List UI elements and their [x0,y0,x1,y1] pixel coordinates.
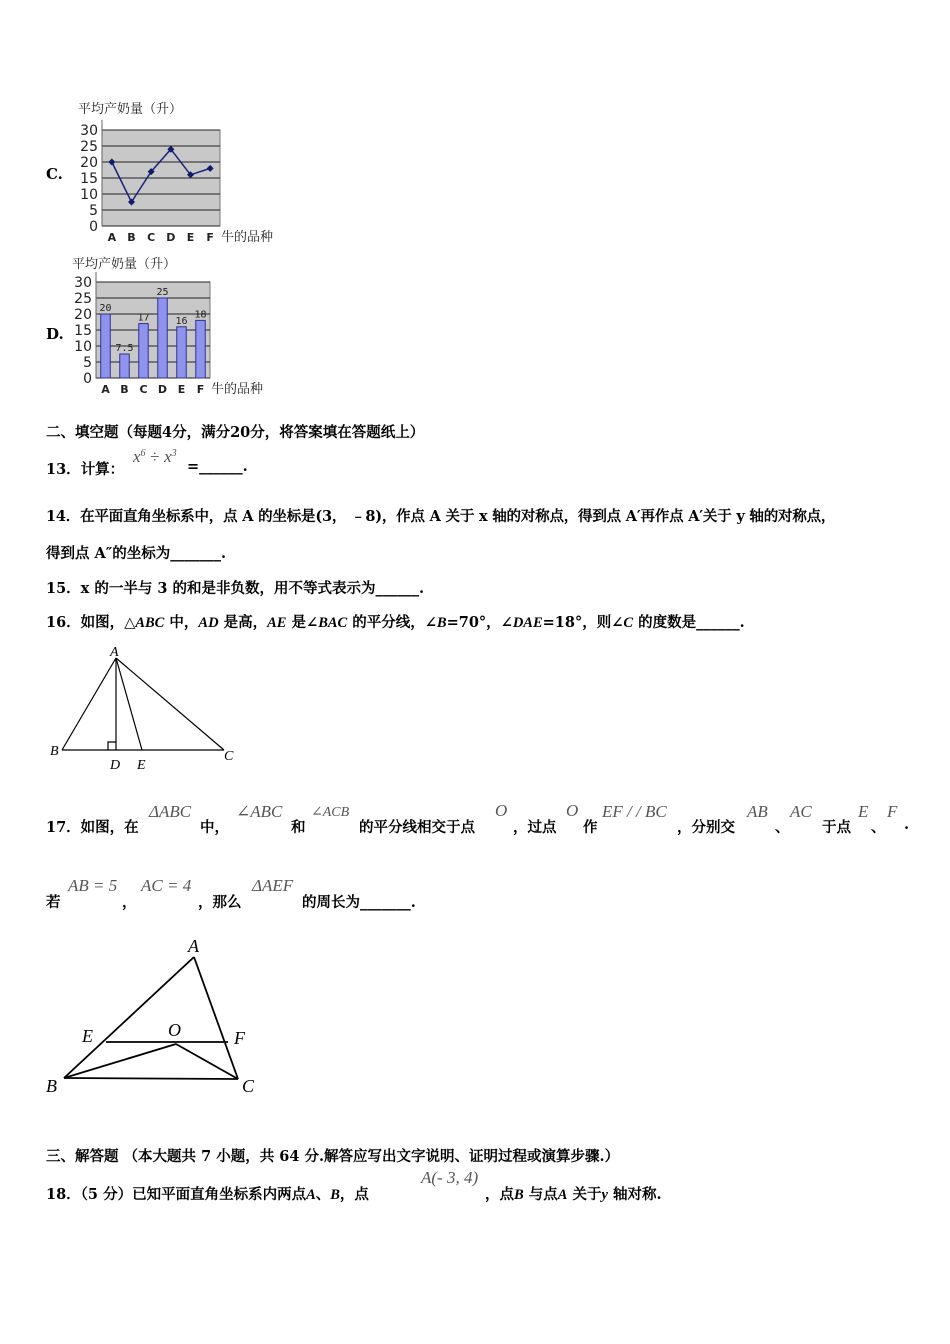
q16-text: 是高， [218,614,268,631]
bar [177,327,187,378]
q16-side-ac [116,658,224,750]
q18-text: 、 [315,1186,331,1203]
bar-y-tick-label: 5 [83,355,92,371]
option-d-bar-chart [70,254,280,396]
q16-text: 的度数是______. [633,614,745,631]
q16-label-c: C [224,749,234,764]
bar [120,354,130,378]
q17-side-bc [64,1078,238,1079]
bar-x-tick-label: D [157,383,168,396]
q17-label-c: C [242,1076,255,1096]
q18-b: B [330,1187,340,1203]
q18-text: ，点 [339,1186,369,1203]
q16-text: =70°，∠ [446,614,513,631]
q17-text: ， [122,894,137,911]
q17-text: 若 [46,894,61,911]
q17-text: 的周长为_______. [302,894,416,911]
bar-x-tick-label: A [101,383,110,396]
q16-bac: BAC [318,615,348,631]
bar-x-axis-label: 牛的品种 [211,382,264,396]
q17-label-a: A [188,936,199,956]
q16-label-d: D [110,758,121,773]
line-y-tick-label: 5 [89,203,98,219]
q17-text: 于点 [822,819,851,836]
q16-label-e: E [137,758,146,773]
bar-data-label: 16 [175,315,188,327]
section-2-title: 二、填空题（每题4分，满分20分，将答案填在答题纸上） [46,424,425,441]
q17-ac: AC [790,802,812,821]
line-x-tick-label: D [166,231,176,244]
q17-text: 的平分线相交于点 [359,819,475,836]
q17-point-o: O [495,801,508,820]
q17-point-o-2: O [566,801,579,820]
q18-text: 轴对称. [607,1186,662,1203]
bar-y-tick-label: 30 [74,275,92,291]
q17-side-ab [64,957,194,1078]
q13-divide: ÷ [150,447,160,466]
question-15: 15．x 的一半与 3 的和是非负数，用不等式表示为______. [46,580,425,597]
q17-label-f: F [234,1028,245,1048]
q16-label-b: B [50,744,59,759]
question-16 [46,611,745,632]
q16-text: =18°，则∠ [542,614,624,631]
line-y-tick-label: 10 [80,187,98,203]
bar-data-label: 17 [137,312,150,324]
question-18 [46,1183,369,1204]
q16-side-ab [62,658,116,750]
q18-text: 与点 [523,1186,558,1203]
line-x-tick-label: B [127,231,136,244]
bar-x-tick-label: F [196,383,205,396]
q16-text: 是∠ [286,614,319,631]
q17-text: ，那么 [198,894,242,911]
q16-triangle-figure [44,642,244,774]
q13-number: 13． [46,461,81,478]
line-x-tick-label: C [147,231,156,244]
q16-text: 中， [164,614,199,631]
q17-text: 、 [871,819,886,836]
q13-exp3: 3 [171,448,177,460]
question-14-line-1: 14．在平面直角坐标系中，点 A 的坐标是(3， ﹣8)，作点 A 关于 x 轴的对称点，得到点 A′再作点 A′关于 y 轴的对称点， [46,508,836,525]
q16-c: C [623,615,634,631]
bar-data-label: 20 [99,303,112,314]
q17-segment-bo [64,1044,176,1078]
q17-label-b: B [46,1076,57,1096]
q18-y: y [601,1187,608,1203]
bar-data-label: 18 [194,309,207,321]
q17-text: ，过点 [513,819,557,836]
line-chart-title: 平均产奶量（升） [78,102,183,117]
q17-angle-acb: ∠ACB [311,805,350,820]
bar-y-tick-label: 25 [74,291,92,307]
q17-angle-abc: ∠ABC [236,802,283,821]
line-y-tick-label: 30 [80,123,98,139]
q18-text: 关于 [567,1186,602,1203]
section-3-title: 三、解答题 （本大题共 7 小题，共 64 分.解答应写出文字说明、证明过程或演算步骤.） [46,1148,620,1165]
q17-prefix: 17．如图，在 [46,819,139,836]
q17-label-e: E [82,1026,93,1046]
q18-a: A [306,1187,316,1203]
q13-exp6: 6 [140,448,146,460]
q16-triangle: △ABC [124,615,165,631]
line-x-tick-label: E [186,231,195,244]
q18-text: ，点 [485,1186,514,1203]
q17-text: 中， [200,819,229,836]
bar-y-tick-label: 15 [74,323,92,339]
q16-b: B [436,615,447,631]
q17-text: 和 [291,819,306,836]
option-c-line-chart [70,96,290,248]
q17-point-e: E [858,802,869,821]
q18-a: A [557,1187,568,1203]
q16-label-a: A [110,645,119,660]
option-d-label: D. [46,325,64,343]
q17-ab-eq-5: AB = 5 [68,876,118,895]
bar-x-tick-label: B [120,383,129,396]
q17-ab: AB [747,802,768,821]
q16-dae: DAE [512,615,543,631]
bar-data-label: 7.5 [115,343,134,354]
line-x-axis-label: 牛的品种 [221,230,274,245]
line-y-tick-label: 20 [80,155,98,171]
question-14-line-2: 得到点 A″的坐标为_______. [46,545,227,562]
q17-segment-oc [176,1044,238,1079]
bar-x-tick-label: E [177,383,186,396]
q18-point-a-coords: A(- 3, 4) [421,1168,479,1187]
bar [101,314,111,378]
q13-x3: x [164,447,172,466]
line-y-tick-label: 25 [80,139,98,155]
bar-x-tick-label: C [139,383,148,396]
q17-text: 作 [583,819,598,836]
question-13 [46,458,124,479]
q17-side-ac [194,957,238,1079]
q17-text: ，分别交 [677,819,735,836]
q13-expression [133,447,177,467]
bar-chart-title: 平均产奶量（升） [72,257,177,272]
q16-text: 的平分线，∠ [347,614,437,631]
q17-triangle-abc: ΔABC [149,802,192,821]
q16-right-angle-mark [108,742,116,750]
option-c-label: C. [46,165,63,183]
bar [158,298,168,378]
bar-data-label: 25 [156,287,169,298]
line-y-tick-label: 15 [80,171,98,187]
q17-triangle-aef: ΔAEF [252,876,294,895]
bar-y-tick-label: 10 [74,339,92,355]
q18-b: B [514,1187,524,1203]
line-x-tick-label: F [206,231,214,244]
q17-text: . [904,816,910,833]
q17-label-o: O [168,1020,181,1040]
bar [196,320,206,378]
line-y-tick-label: 0 [89,219,98,235]
q16-ad: AD [198,615,219,631]
q13-x6: x [133,447,141,466]
q17-ac-eq-4: AC = 4 [141,876,192,895]
q17-ef-parallel-bc: EF / / BC [602,802,667,821]
q13-answer-blank: =______. [187,458,248,475]
bar-y-tick-label: 0 [83,371,92,387]
line-x-tick-label: A [107,231,117,244]
q16-ae: AE [267,615,287,631]
q16-prefix: 16．如图， [46,614,125,631]
q18-text: 18．（5 分）已知平面直角坐标系内两点 [46,1186,307,1203]
q16-bisector-ae [116,658,142,750]
bar-y-tick-label: 20 [74,307,92,323]
q17-triangle-figure [42,930,272,1102]
question-18-tail [485,1183,662,1204]
q17-text: 、 [775,819,790,836]
q17-point-f: F [887,802,898,821]
bar [139,324,149,378]
q13-text: 计算： [80,461,125,478]
